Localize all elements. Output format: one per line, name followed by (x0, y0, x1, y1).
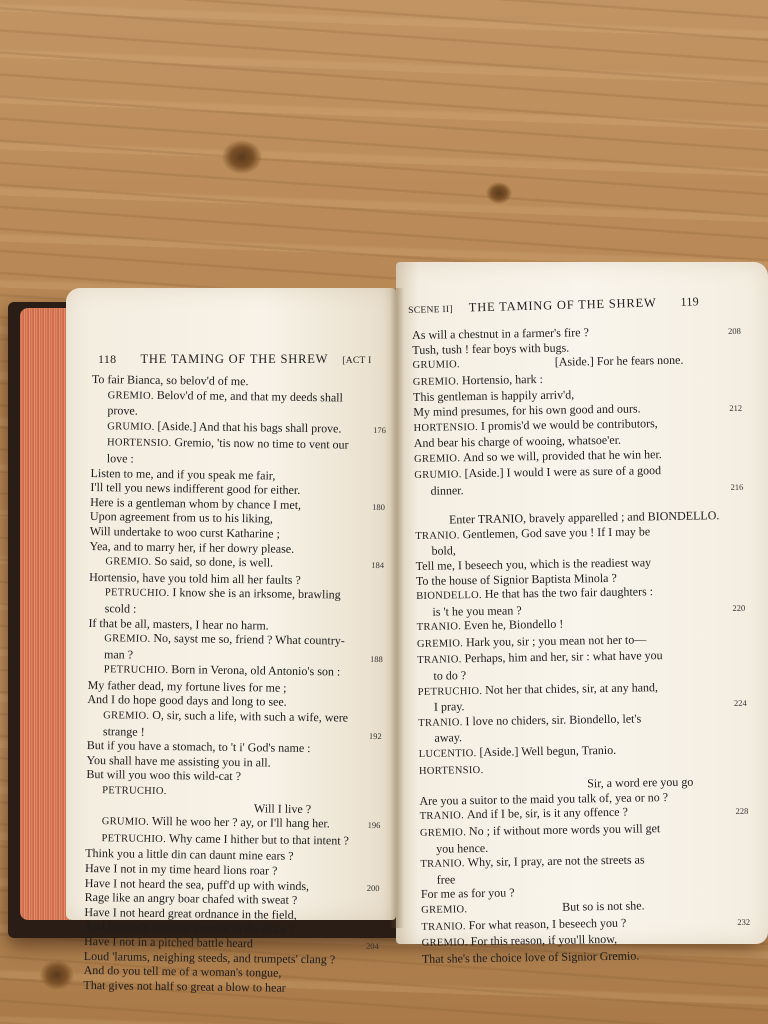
line-text: Belov'd of me, and that my deeds shall (156, 387, 343, 405)
line-text: That she's the choice love of Signior Gremio. (421, 948, 640, 966)
line-text: scold : (104, 601, 137, 616)
speaker-name: GREMIO. (104, 633, 154, 645)
left-running-head (98, 352, 388, 367)
speaker-name: TRANIO. (416, 621, 465, 634)
line-text: [Aside.] Well begun, Tranio. (479, 742, 617, 760)
right-page-text (412, 323, 752, 966)
line-number: 224 (733, 698, 747, 709)
line-text: That gives not half so great a blow to hear (83, 977, 286, 995)
line-number: 180 (372, 501, 385, 512)
line-text: As will a chestnut in a farmer's fire ? (412, 325, 589, 342)
speaker-name: PETRUCHIO. (417, 685, 486, 698)
speaker-name: TRANIO. (420, 858, 468, 871)
running-title: THE TAMING OF THE SHREW (468, 295, 657, 315)
line-text: Will undertake to woo curst Katharine ; (89, 523, 280, 541)
speaker-name: PETRUCHIO. (104, 587, 173, 600)
line-text: Will he woo her ? ay, or I'll hang her. (151, 814, 330, 831)
line-text: Sir, a word ere you go (587, 774, 694, 791)
line-text: I love no chiders, sir. Biondello, let's (465, 711, 642, 729)
speaker-name: PETRUCHIO. (103, 664, 172, 677)
line-text: For me as for you ? (420, 885, 515, 902)
speaker-name: GREMIO. (416, 638, 467, 650)
speaker-name: GREMIO. (412, 376, 463, 388)
line-text: And I do hope good days and long to see. (87, 692, 287, 710)
left-page (66, 288, 396, 995)
line-text: Rage like an angry boar chafed with sweat ? (84, 890, 298, 908)
speaker-name: HORTENSIO. (418, 764, 484, 777)
line-text: [Aside.] I would I were as sure of a good (464, 463, 662, 481)
line-number: 192 (368, 730, 382, 741)
line-text: Enter TRANIO, bravely apparelled ; and BIONDELLO. (448, 508, 720, 527)
speaker-name: GRUMIO. (412, 359, 463, 372)
speaker-name: BIONDELLO. (416, 589, 485, 603)
line-text: Will I live ? (253, 800, 312, 816)
line-text: bold, (431, 543, 456, 559)
line-text: free (436, 872, 456, 887)
speaker-name: TRANIO. (421, 920, 469, 933)
line-text: This gentleman is happily arriv'd, (412, 387, 575, 405)
line-text: to do ? (433, 668, 467, 683)
line-text: And heaven's artillery thunder in the skies ? (84, 919, 295, 937)
line-text: Hortensio, have you told him all her faults ? (89, 569, 301, 587)
line-text: My father dead, my fortune lives for me ; (87, 677, 287, 695)
line-text: But will you woo this wild-cat ? (86, 767, 242, 784)
line-text: [Aside.] For he fears none. (554, 352, 684, 369)
line-text: Why came I hither but to that intent ? (168, 830, 350, 848)
line-text: For what reason, I beseech you ? (468, 915, 627, 932)
book-gutter (390, 288, 404, 928)
page-number: 118 (98, 352, 117, 366)
speaker-name: GREMIO. (421, 904, 471, 916)
speaker-name: HORTENSIO. (106, 437, 175, 450)
line-text: strange ! (102, 723, 145, 739)
line-text: Even he, Biondello ! (463, 616, 564, 633)
line-text: Gentlemen, God save you ! If I may be (462, 524, 651, 541)
left-page-text (83, 372, 388, 996)
line-text: And bear his charge of wooing, whatsoe'er. (413, 432, 622, 451)
line-number: 184 (371, 560, 385, 571)
line-text: away. (434, 730, 463, 746)
speaker-name: GRUMIO. (107, 420, 158, 433)
line-text: But so is not she. (562, 898, 645, 914)
line-text: Are you a suitor to the maid you talk of, yea or no ? (419, 789, 669, 808)
line-text: And do you tell me of a woman's tongue, (83, 963, 282, 980)
speaker-name: TRANIO. (417, 654, 465, 667)
act-marker: [ACT I (342, 356, 372, 366)
line-text: If that be all, masters, I hear no harm. (88, 615, 269, 632)
line-text: Hark you, sir ; you mean not her to— (465, 632, 647, 650)
line-text: Have I not in my time heard lions roar ? (84, 860, 278, 878)
line-number: 176 (373, 424, 387, 435)
line-text: Tell me, I beseech you, which is the readiest way (415, 555, 652, 573)
speaker-name: GRUMIO. (414, 469, 465, 482)
speaker-name: GREMIO. (419, 827, 470, 839)
open-book (6, 262, 768, 995)
speaker-name: PETRUCHIO. (101, 832, 170, 845)
speaker-name: TRANIO. (419, 810, 468, 823)
speaker-name: TRANIO. (415, 529, 463, 542)
line-text: For this reason, if you'll know, (470, 932, 618, 949)
line-number: 208 (728, 325, 741, 337)
line-text: is 't he you mean ? (432, 603, 522, 619)
text-line (83, 978, 379, 997)
line-text: Loud 'larums, neighing steeds, and trumpets' clang ? (83, 948, 336, 967)
line-text: man ? (103, 646, 134, 662)
line-number: 196 (367, 820, 381, 831)
line-text: Not her that chides, sir, at any hand, (485, 679, 659, 697)
line-text: Have I not in a pitched battle heard (83, 933, 254, 951)
line-number: 212 (729, 402, 743, 413)
line-text: No ; if without more words you will get (468, 821, 661, 839)
wood-knot (222, 140, 262, 174)
line-text: Gremio, 'tis now no time to vent our (174, 435, 349, 452)
right-page (396, 262, 768, 966)
line-text: You shall have me assisting you in all. (86, 752, 271, 770)
line-text: love : (106, 451, 134, 466)
scene-marker: SCENE II] (408, 304, 454, 316)
line-text: Yea, and to marry her, if her dowry please. (89, 538, 295, 556)
line-text: No, sayst me so, friend ? What country- (153, 630, 345, 648)
line-text: My mind presumes, for his own good and ours. (413, 401, 641, 419)
line-number: 216 (730, 481, 744, 492)
speaker-name: GREMIO. (421, 937, 471, 950)
line-text: And if I be, sir, is it any offence ? (466, 805, 628, 822)
speaker-name: GRUMIO. (101, 816, 153, 829)
line-text: O, sir, such a life, with such a wife, were (152, 707, 349, 725)
speaker-name: TRANIO. (418, 717, 466, 729)
page-edges (20, 308, 70, 920)
speaker-name: GREMIO. (107, 389, 157, 402)
line-text: [Aside.] And that his bags shall prove. (157, 418, 342, 436)
line-text: To fair Bianca, so belov'd of me. (91, 372, 249, 389)
speaker-name: LUCENTIO. (418, 748, 480, 760)
line-text: I know she is an irksome, brawling (172, 585, 341, 602)
running-title: THE TAMING OF THE SHREW (140, 352, 329, 366)
speaker-name: PETRUCHIO. (102, 785, 167, 798)
line-text: prove. (107, 403, 138, 418)
line-text: Here is a gentleman whom by chance I met, (90, 494, 302, 512)
speaker-name: HORTENSIO. (413, 421, 482, 434)
line-text: Why, sir, I pray, are not the streets as (467, 852, 645, 870)
speaker-name: GREMIO. (413, 452, 464, 465)
line-number: 232 (737, 916, 751, 927)
line-text: So said, so done, is well. (154, 554, 274, 570)
speaker-name: GREMIO. (105, 556, 155, 569)
line-number: 228 (735, 806, 749, 817)
line-text: Think you a little din can daunt mine ears ? (85, 846, 294, 864)
speaker-name: GREMIO. (103, 710, 153, 722)
line-text: you hence. (436, 840, 489, 856)
line-text: But if you have a stomach, to 't i' God's name : (86, 738, 311, 756)
line-number: 188 (369, 653, 383, 664)
line-text: Upon agreement from us to his liking, (89, 509, 274, 526)
line-text: dinner. (430, 483, 464, 498)
line-text: He that has the two fair daughters : (484, 584, 654, 601)
line-text: Perhaps, him and her, sir : what have you (464, 648, 663, 666)
line-number: 200 (366, 882, 380, 893)
line-text: Have I not heard great ordnance in the field, (84, 904, 297, 922)
wood-knot (40, 960, 74, 990)
line-text: Hortensio, hark : (461, 371, 543, 388)
line-text: Have I not heard the sea, puff'd up with winds, (84, 875, 310, 893)
line-number: 204 (365, 940, 379, 952)
line-text: I'll tell you news indifferent good for either. (90, 480, 301, 498)
line-text: Born in Verona, old Antonio's son : (171, 662, 341, 679)
line-number: 220 (732, 602, 746, 613)
page-number: 119 (680, 294, 700, 309)
line-text: And so we will, provided that he win her. (463, 446, 662, 464)
line-text: Tush, tush ! fear boys with bugs. (412, 340, 570, 357)
line-text: I pray. (433, 699, 465, 714)
right-running-head (408, 294, 728, 317)
wood-knot (486, 182, 512, 204)
line-text: I promis'd we would be contributors, (480, 415, 658, 433)
line-text: Listen to me, and if you speak me fair, (90, 465, 276, 483)
line-text: To the house of Signior Baptista Minola ? (415, 570, 617, 588)
